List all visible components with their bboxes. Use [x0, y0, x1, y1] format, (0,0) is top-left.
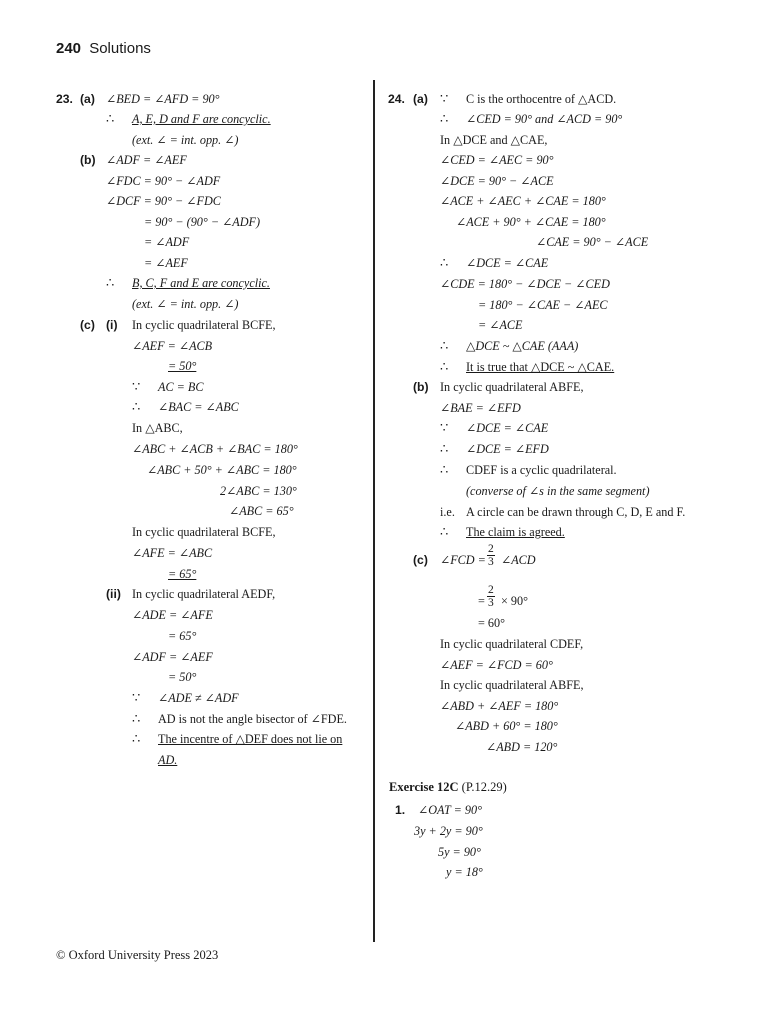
page-number: 240	[56, 40, 82, 57]
q24-a-line: ∠DCE = 90° − ∠ACE	[440, 174, 554, 188]
q23-c-ii-line: In cyclic quadrilateral AEDF,	[132, 587, 276, 601]
q23-b-line: ∠FDC = 90° − ∠ADF	[106, 174, 221, 188]
because-symbol: ∵	[440, 420, 449, 435]
exercise-page-ref: (P.12.29)	[461, 780, 507, 794]
q24-c-line: ∠ACD	[501, 553, 536, 567]
q23-a-line: ∠BED = ∠AFD = 90°	[106, 92, 220, 106]
exercise-q1-answer: y = 18°	[446, 865, 483, 879]
q24-a-line: ∠ACE + 90° + ∠CAE = 180°	[456, 215, 606, 229]
q23-c-ii-line: = 65°	[168, 629, 197, 643]
q23-b-line: ∠ADF = ∠AEF	[106, 153, 187, 167]
q23-a-label: (a)	[80, 92, 95, 106]
q23-b-line: ∠DCF = 90° − ∠FDC	[106, 194, 221, 208]
q24-a-line: = ∠ACE	[478, 318, 523, 332]
q24-c-line: × 90°	[501, 594, 528, 608]
q23-c-i-line: ∠ABC + 50° + ∠ABC = 180°	[147, 463, 297, 477]
q23-b-reason: (ext. ∠ = int. opp. ∠)	[132, 297, 239, 311]
q24-a-line: It is true that △DCE ~ △CAE.	[466, 360, 615, 374]
q24-b-label: (b)	[413, 380, 429, 394]
therefore-symbol: ∴	[106, 275, 115, 290]
q23-c-i-line: ∠AEF = ∠ACB	[132, 339, 213, 353]
therefore-symbol: ∴	[440, 441, 449, 456]
q23-c-i-line: ∠ABC + ∠ACB + ∠BAC = 180°	[132, 442, 298, 456]
q23-a-line: A, E, D and F are concyclic.	[132, 112, 271, 126]
q23-c-i-line: AC = BC	[158, 380, 204, 394]
exercise-q1-line: 5y = 90°	[438, 845, 481, 859]
q24-number: 24.	[388, 92, 405, 106]
q24-c-line: ∠FCD =	[440, 553, 486, 567]
q24-b-line: CDEF is a cyclic quadrilateral.	[466, 463, 617, 477]
q23-c-i-line: In cyclic quadrilateral BCFE,	[132, 318, 276, 332]
q23-c-ii-line: AD.	[158, 753, 178, 767]
q23-c-ii-line: ∠ADF = ∠AEF	[132, 650, 213, 664]
q24-a-label: (a)	[413, 92, 428, 106]
q23-c-i-line: = 65°	[168, 567, 197, 581]
q24-b-line: ∠BAE = ∠EFD	[440, 401, 521, 415]
q24-b-line: The claim is agreed.	[466, 525, 565, 539]
q23-c-i-line: 2∠ABC = 130°	[220, 484, 297, 498]
q24-c-line: In cyclic quadrilateral CDEF,	[440, 637, 584, 651]
q24-b-line: ∠DCE = ∠EFD	[466, 442, 549, 456]
exercise-q1-line: 3y + 2y = 90°	[414, 824, 483, 838]
q24-a-line: ∠CED = 90° and ∠ACD = 90°	[466, 112, 623, 126]
q24-b-line: ∠DCE = ∠CAE	[466, 421, 549, 435]
column-divider	[373, 80, 375, 942]
therefore-symbol: ∴	[440, 359, 449, 374]
exercise-q1-number: 1.	[395, 803, 406, 817]
therefore-symbol: ∴	[440, 524, 449, 539]
fraction-two-thirds: $\frac{2}{3}$	[488, 543, 494, 568]
q23-c-i-line: In cyclic quadrilateral BCFE,	[132, 525, 276, 539]
therefore-symbol: ∴	[132, 711, 141, 726]
q23-b-label: (b)	[80, 153, 96, 167]
q24-a-line: ∠CDE = 180° − ∠DCE − ∠CED	[440, 277, 610, 291]
q24-c-line: ∠ABD + ∠AEF = 180°	[440, 699, 559, 713]
exercise-q1-line: ∠OAT = 90°	[418, 803, 482, 817]
therefore-symbol: ∴	[440, 255, 449, 270]
copyright-footer: © Oxford University Press 2023	[56, 948, 219, 962]
therefore-symbol: ∴	[440, 111, 449, 126]
because-symbol: ∵	[132, 379, 141, 394]
q24-a-line: ∠ACE + ∠AEC + ∠CAE = 180°	[440, 194, 606, 208]
exercise-title	[389, 780, 507, 795]
q24-a-line: C is the orthocentre of △ACD.	[466, 92, 617, 106]
q24-c-line: = 60°	[478, 616, 505, 630]
therefore-symbol: ∴	[132, 731, 141, 746]
because-symbol: ∵	[440, 91, 449, 106]
q23-c-ii-label: (ii)	[106, 587, 121, 601]
q23-c-label: (c)	[80, 318, 95, 332]
q24-a-line: ∠CAE = 90° − ∠ACE	[536, 235, 649, 249]
fraction-two-thirds: $\frac{2}{3}$	[488, 584, 494, 609]
q23-number: 23.	[56, 92, 73, 106]
q23-b-line: = ∠ADF	[144, 235, 190, 249]
q24-a-line: = 180° − ∠CAE − ∠AEC	[478, 298, 608, 312]
therefore-symbol: ∴	[440, 462, 449, 477]
q23-b-line: = 90° − (90° − ∠ADF)	[144, 215, 261, 229]
exercise-title-text: Exercise 12C	[389, 780, 459, 794]
q24-b-reason: (converse of ∠s in the same segment)	[466, 484, 650, 498]
q24-a-line: ∠DCE = ∠CAE	[466, 256, 549, 270]
q23-c-i-line: ∠ABC = 65°	[229, 504, 294, 518]
q23-b-line: = ∠AEF	[144, 256, 188, 270]
q23-c-i-line: = 50°	[168, 359, 197, 373]
q24-c-line: ∠ABD + 60° = 180°	[455, 719, 558, 733]
q24-a-line: △DCE ~ △CAE (AAA)	[466, 339, 579, 353]
because-symbol: ∵	[132, 690, 141, 705]
page-header	[56, 40, 151, 57]
section-title: Solutions	[89, 40, 151, 57]
q23-a-reason: (ext. ∠ = int. opp. ∠)	[132, 133, 239, 147]
therefore-symbol: ∴	[106, 111, 115, 126]
q23-b-line: B, C, F and E are concyclic.	[132, 276, 270, 290]
therefore-symbol: ∴	[440, 338, 449, 353]
q24-c-answer: ∠ABD = 120°	[486, 740, 558, 754]
q23-c-ii-line: AD is not the angle bisector of ∠FDE.	[158, 712, 347, 726]
q24-b-line: A circle can be drawn through C, D, E and F.	[466, 505, 686, 519]
q24-c-label: (c)	[413, 553, 428, 567]
q23-c-ii-line: The incentre of △DEF does not lie on	[158, 732, 343, 746]
q23-c-i-line: ∠BAC = ∠ABC	[158, 400, 239, 414]
q23-c-i-label: (i)	[106, 318, 118, 332]
q24-b-ie: i.e.	[440, 505, 455, 519]
q24-b-line: In cyclic quadrilateral ABFE,	[440, 380, 584, 394]
q24-c-line: =	[478, 594, 485, 608]
q24-a-line: In △DCE and △CAE,	[440, 133, 548, 147]
q23-c-i-line: ∠AFE = ∠ABC	[132, 546, 213, 560]
therefore-symbol: ∴	[132, 399, 141, 414]
q24-c-line: ∠AEF = ∠FCD = 60°	[440, 658, 553, 672]
q23-c-i-line: In △ABC,	[132, 421, 183, 435]
q23-c-ii-line: ∠ADE ≠ ∠ADF	[158, 691, 239, 705]
q24-a-line: ∠CED = ∠AEC = 90°	[440, 153, 554, 167]
q23-c-ii-line: ∠ADE = ∠AFE	[132, 608, 213, 622]
q24-c-line: In cyclic quadrilateral ABFE,	[440, 678, 584, 692]
q23-c-ii-line: = 50°	[168, 670, 197, 684]
